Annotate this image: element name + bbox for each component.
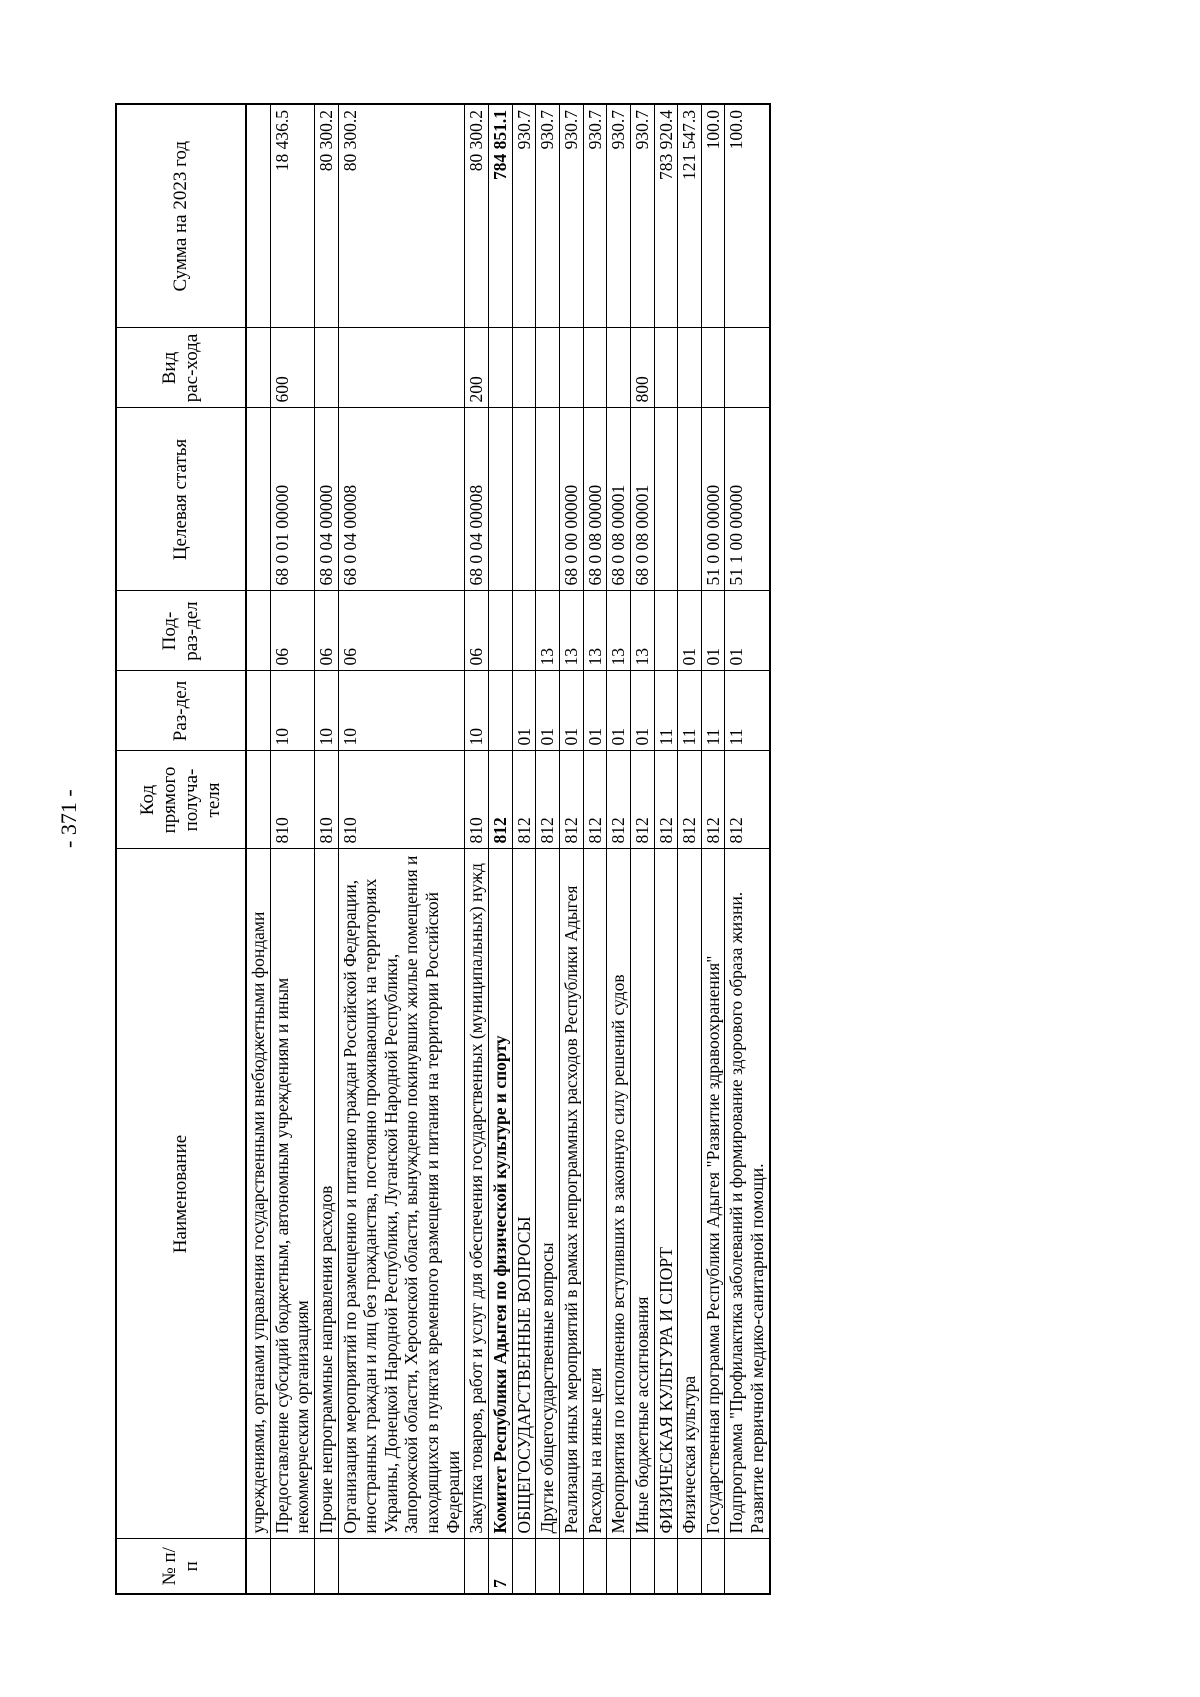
cell-podrazdel: 13: [607, 591, 631, 671]
table-row: [701, 104, 725, 1594]
table-row: [607, 104, 631, 1594]
cell-num: [246, 1539, 270, 1594]
cell-name: Закупка товаров, работ и услуг для обеспечения государственных (муниципальных) нужд: [465, 849, 489, 1539]
cell-name: Мероприятия по исполнению вступивших в законную силу решений судов: [607, 849, 631, 1539]
cell-target: [489, 408, 513, 591]
header-razdel: Раз-дел: [116, 671, 246, 751]
table-row: [512, 104, 536, 1594]
cell-vid: [314, 328, 338, 408]
cell-target: 68 0 04 00008: [338, 408, 465, 591]
cell-podrazdel: 06: [314, 591, 338, 671]
header-podrazdel: Под-раз-дел: [116, 591, 246, 671]
cell-name: Прочие непрограммные направления расходов: [314, 849, 338, 1539]
cell-razdel: 10: [314, 671, 338, 751]
cell-name: Государственная программа Республики Адыгея "Развитие здравоохранения": [701, 849, 725, 1539]
cell-num: [465, 1539, 489, 1594]
cell-razdel: 01: [559, 671, 583, 751]
cell-vid: [725, 328, 770, 408]
cell-num: [338, 1539, 465, 1594]
table-row: [559, 104, 583, 1594]
cell-target: 68 0 04 00008: [465, 408, 489, 591]
cell-vid: [512, 328, 536, 408]
cell-target: [654, 408, 678, 591]
cell-code: 812: [512, 751, 536, 849]
cell-razdel: [246, 671, 270, 751]
cell-name: ФИЗИЧЕСКАЯ КУЛЬТУРА И СПОРТ: [654, 849, 678, 1539]
cell-target: 68 0 08 00000: [583, 408, 607, 591]
cell-razdel: 10: [465, 671, 489, 751]
cell-podrazdel: 01: [725, 591, 770, 671]
table-row: [270, 104, 314, 1594]
cell-sum: 100.0: [725, 104, 770, 328]
cell-name: Предоставление субсидий бюджетным, автономным учреждениям и иным некоммерческим организациям: [270, 849, 314, 1539]
cell-target: 68 0 04 00000: [314, 408, 338, 591]
cell-name: Другие общегосударственные вопросы: [536, 849, 560, 1539]
cell-code: [246, 751, 270, 849]
table-row: [630, 104, 654, 1594]
cell-target: [678, 408, 702, 591]
header-code: Код прямого получа-теля: [116, 751, 246, 849]
cell-num: [607, 1539, 631, 1594]
cell-name: ОБЩЕГОСУДАРСТВЕННЫЕ ВОПРОСЫ: [512, 849, 536, 1539]
cell-num: [536, 1539, 560, 1594]
cell-razdel: 01: [512, 671, 536, 751]
table-row: [583, 104, 607, 1594]
cell-sum: 121 547.3: [678, 104, 702, 328]
cell-vid: [701, 328, 725, 408]
cell-sum: 783 920.4: [654, 104, 678, 328]
cell-podrazdel: 06: [270, 591, 314, 671]
cell-target: 51 1 00 00000: [725, 408, 770, 591]
cell-sum: 930.7: [512, 104, 536, 328]
cell-num: [270, 1539, 314, 1594]
cell-code: 812: [725, 751, 770, 849]
cell-code: 812: [559, 751, 583, 849]
cell-sum: 80 300.2: [338, 104, 465, 328]
cell-code: 812: [489, 751, 513, 849]
cell-sum: [246, 104, 270, 328]
cell-sum: 100.0: [701, 104, 725, 328]
cell-num: [630, 1539, 654, 1594]
cell-name: Реализация иных мероприятий в рамках непрограммных расходов Республики Адыгея: [559, 849, 583, 1539]
cell-sum: 18 436.5: [270, 104, 314, 328]
cell-code: 812: [536, 751, 560, 849]
cell-sum: 930.7: [559, 104, 583, 328]
table-row: [678, 104, 702, 1594]
cell-target: 51 0 00 00000: [701, 408, 725, 591]
cell-podrazdel: 01: [701, 591, 725, 671]
cell-name: Подпрограмма "Профилактика заболеваний и формирование здорового образа жизни. Развитие первичной медико-санитарной помощи.: [725, 849, 770, 1539]
cell-podrazdel: 06: [338, 591, 465, 671]
cell-vid: 600: [270, 328, 314, 408]
cell-code: 812: [654, 751, 678, 849]
cell-code: 812: [678, 751, 702, 849]
table-row: [489, 104, 513, 1594]
cell-sum: 784 851.1: [489, 104, 513, 328]
cell-code: 810: [465, 751, 489, 849]
cell-code: 810: [338, 751, 465, 849]
cell-vid: [607, 328, 631, 408]
cell-name: Комитет Республики Адыгея по физической культуре и спорту: [489, 849, 513, 1539]
cell-sum: 930.7: [607, 104, 631, 328]
cell-target: [512, 408, 536, 591]
cell-sum: 80 300.2: [314, 104, 338, 328]
cell-podrazdel: 06: [465, 591, 489, 671]
cell-podrazdel: [512, 591, 536, 671]
cell-razdel: [489, 671, 513, 751]
cell-razdel: 01: [583, 671, 607, 751]
cell-sum: 930.7: [630, 104, 654, 328]
cell-podrazdel: 13: [536, 591, 560, 671]
cell-name: Физическая культура: [678, 849, 702, 1539]
cell-sum: 930.7: [536, 104, 560, 328]
cell-razdel: 10: [270, 671, 314, 751]
header-num: № п/п: [116, 1539, 246, 1594]
table-row: [725, 104, 770, 1594]
cell-vid: 200: [465, 328, 489, 408]
cell-podrazdel: 13: [559, 591, 583, 671]
cell-code: 812: [701, 751, 725, 849]
cell-podrazdel: 01: [678, 591, 702, 671]
cell-razdel: 11: [725, 671, 770, 751]
cell-razdel: 10: [338, 671, 465, 751]
cell-num: 7: [489, 1539, 513, 1594]
cell-target: [246, 408, 270, 591]
cell-sum: 930.7: [583, 104, 607, 328]
page-number: - 371 -: [56, 789, 81, 848]
cell-num: [512, 1539, 536, 1594]
table-row: [246, 104, 270, 1594]
cell-podrazdel: 13: [583, 591, 607, 671]
cell-razdel: 01: [536, 671, 560, 751]
cell-vid: [246, 328, 270, 408]
cell-razdel: 01: [630, 671, 654, 751]
table-row: [465, 104, 489, 1594]
cell-target: 68 0 00 00000: [559, 408, 583, 591]
cell-code: 812: [607, 751, 631, 849]
cell-num: [725, 1539, 770, 1594]
table-row: [536, 104, 560, 1594]
budget-table-rotated: [115, 105, 1080, 1595]
cell-name: Расходы на иные цели: [583, 849, 607, 1539]
cell-num: [701, 1539, 725, 1594]
cell-vid: [654, 328, 678, 408]
table-row: [338, 104, 465, 1594]
cell-num: [654, 1539, 678, 1594]
table-row: [314, 104, 338, 1594]
budget-table: [115, 103, 771, 1595]
cell-vid: [338, 328, 465, 408]
cell-code: 810: [314, 751, 338, 849]
cell-podrazdel: 13: [630, 591, 654, 671]
cell-code: 812: [630, 751, 654, 849]
cell-code: 810: [270, 751, 314, 849]
cell-target: 68 0 08 00001: [630, 408, 654, 591]
cell-razdel: 11: [654, 671, 678, 751]
cell-target: 68 0 01 00000: [270, 408, 314, 591]
header-sum: Сумма на 2023 год: [116, 104, 246, 328]
header-target: Целевая статья: [116, 408, 246, 591]
cell-vid: [489, 328, 513, 408]
cell-vid: 800: [630, 328, 654, 408]
cell-target: [536, 408, 560, 591]
cell-name: учреждениями, органами управления государственными внебюджетными фондами: [246, 849, 270, 1539]
table-body: [246, 104, 770, 1594]
cell-target: 68 0 08 00001: [607, 408, 631, 591]
header-vid: Вид рас-хода: [116, 328, 246, 408]
cell-num: [583, 1539, 607, 1594]
cell-podrazdel: [654, 591, 678, 671]
cell-razdel: 11: [678, 671, 702, 751]
table-row: [654, 104, 678, 1594]
cell-sum: 80 300.2: [465, 104, 489, 328]
cell-razdel: 11: [701, 671, 725, 751]
cell-num: [678, 1539, 702, 1594]
cell-name: Организация мероприятий по размещению и питанию граждан Российской Федерации, иностранных граждан и лиц без гражданства, постоянно проживающих на территориях Украины, Донецкой Народной Республики, Луганской Народной Республики, Запорожской области, Херсонской области, вынужденно покинувших жилые помещения и находящихся в пунктах временного размещения и питания на территории Российской Федерации: [338, 849, 465, 1539]
cell-code: 812: [583, 751, 607, 849]
header-row: [116, 104, 246, 1594]
cell-vid: [559, 328, 583, 408]
cell-name: Иные бюджетные ассигнования: [630, 849, 654, 1539]
cell-num: [314, 1539, 338, 1594]
cell-vid: [583, 328, 607, 408]
header-name: Наименование: [116, 849, 246, 1539]
cell-vid: [678, 328, 702, 408]
cell-razdel: 01: [607, 671, 631, 751]
cell-podrazdel: [489, 591, 513, 671]
cell-num: [559, 1539, 583, 1594]
cell-vid: [536, 328, 560, 408]
cell-podrazdel: [246, 591, 270, 671]
